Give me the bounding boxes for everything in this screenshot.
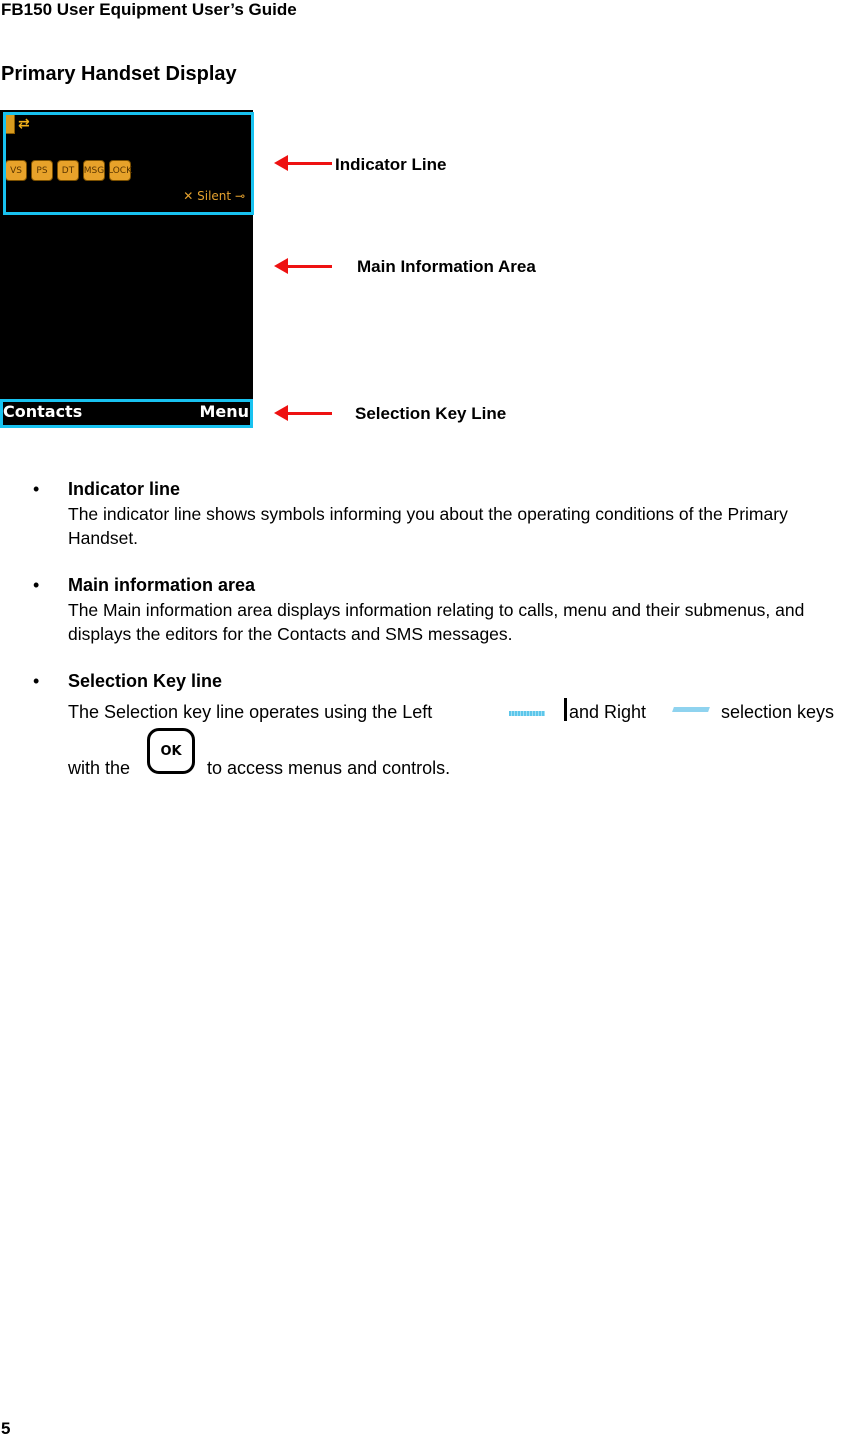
bullet-title-selection: Selection Key line (68, 671, 223, 691)
bullet-text-indicator: The indicator line shows symbols informing you about the operating conditions of the Primary Handset. (68, 504, 788, 548)
selection-text-part5: to access menus and controls. (207, 758, 451, 778)
main-area-arrow-icon (286, 265, 332, 268)
indicator-line-highlight (3, 112, 254, 215)
bullet-icon: • (33, 671, 40, 691)
selection-arrow-icon (286, 412, 332, 415)
divider-bar (564, 698, 567, 721)
selection-text-part2: and Right (569, 702, 647, 722)
mute-icon: ✕ (183, 189, 194, 203)
status-icon: VS (5, 160, 27, 181)
indicator-line-callout: Indicator Line (335, 155, 447, 174)
bullet-title-main: Main information area (68, 575, 256, 595)
ok-key-description (68, 728, 568, 780)
key-icon: ⊸ (234, 189, 245, 203)
document-header: FB150 User Equipment User’s Guide (1, 0, 297, 19)
selection-key-description (68, 702, 851, 728)
section-title: Primary Handset Display (1, 63, 237, 85)
bullet-text-main: The Main information area displays information relating to calls, menu and their submenus, and displays the editors for the Contacts and SMS messages. (68, 600, 805, 644)
selection-key-line-callout: Selection Key Line (355, 404, 507, 423)
selection-text-part1: The Selection key line operates using the Left (68, 702, 433, 722)
bullet-icon: • (33, 575, 40, 595)
selection-text-part4: with the (68, 758, 131, 778)
left-selection-key-icon (509, 711, 545, 716)
page-number: 5 (1, 1419, 11, 1438)
main-information-area-callout: Main Information Area (357, 257, 536, 276)
envelope-icon: MSG (83, 160, 105, 181)
selection-text-part3: selection keys (721, 702, 835, 722)
bullet-icon: • (33, 479, 40, 499)
right-softkey-label: Menu (199, 402, 249, 421)
bullet-title-indicator: Indicator line (68, 479, 181, 499)
left-softkey-label: Contacts (3, 402, 83, 421)
ok-key-icon: OK (147, 728, 195, 774)
status-icon: DT (57, 160, 79, 181)
right-selection-key-icon (672, 707, 710, 712)
silent-label: Silent (197, 189, 232, 203)
lock-icon: LOCK (109, 160, 131, 181)
indicator-arrow-icon (286, 162, 332, 165)
transfer-arrows-icon: ⇄ (18, 116, 30, 132)
handset-display-image (0, 110, 253, 428)
status-icon: PS (31, 160, 53, 181)
